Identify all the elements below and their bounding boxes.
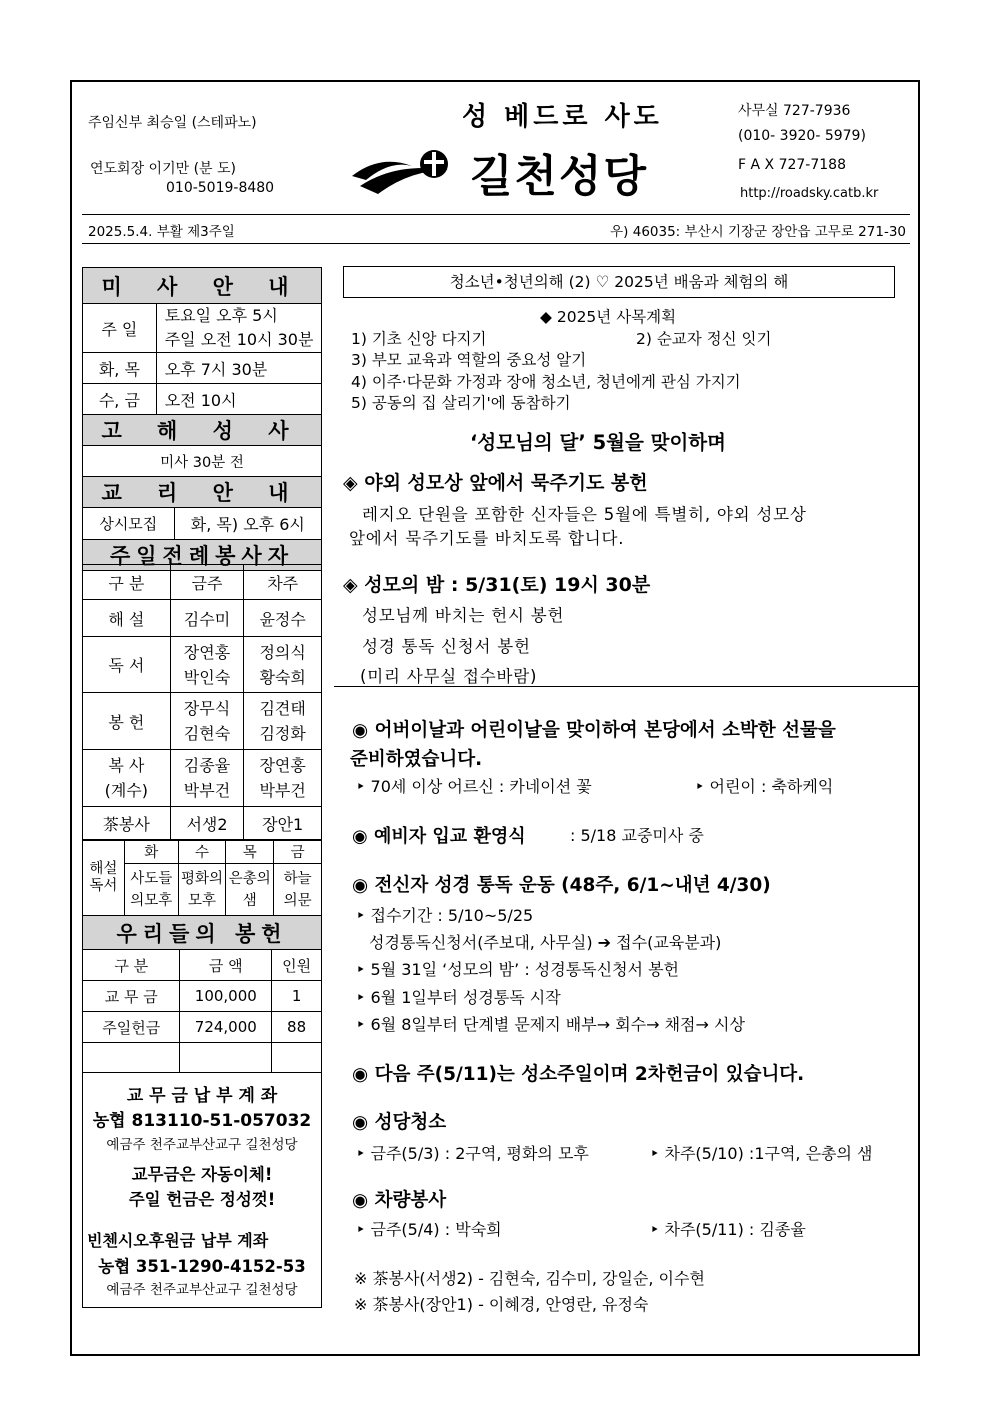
bible-title: ◉ 전신자 성경 통독 운동 (48주, 6/1~내년 4/30) [352, 875, 771, 896]
tea-service-this: 서생2 [170, 807, 244, 841]
altar-server-next-1: 장연홍 [259, 756, 306, 775]
role-altar-server-label: 복 사 [108, 756, 145, 775]
marian-night-line-1: 성모님께 바치는 헌시 봉헌 [362, 606, 565, 625]
weekday-thu: 목 [226, 840, 274, 864]
website-link[interactable]: http://roadsky.catb.kr [740, 186, 879, 201]
servers-col-next: 차주 [244, 565, 322, 600]
council-head: 연도회장 이기만 (분 도) [90, 161, 236, 177]
section-divider [334, 686, 918, 687]
weekday-tue-group-2: 의모후 [130, 892, 173, 909]
weekday-thu-group [226, 864, 274, 916]
title-top: 성 베드로 사도 [462, 102, 663, 132]
plan-item-2: 2) 순교자 정신 잇기 [636, 330, 772, 348]
altar-server-this-2: 박부건 [183, 781, 231, 800]
commentator-this: 김수미 [170, 600, 244, 637]
weekday-thu-group-1: 은총의 [228, 870, 271, 887]
rosary-line-1: 레지오 단원을 포함한 신자들은 5월에 특별히, 야외 성모상 [362, 505, 807, 524]
plan-item-1: 1) 기초 신앙 다지기 [351, 330, 487, 348]
auto-transfer-note: 교무금은 자동이체! [131, 1165, 273, 1184]
left-schedule-table [82, 267, 322, 571]
offering-empty-3 [272, 1043, 322, 1073]
address: 우) 46035: 부산시 기장군 장안읍 고무로 271-30 [610, 224, 906, 240]
servers-col-role: 구 분 [83, 565, 171, 600]
role-commentator: 해 설 [83, 600, 171, 637]
offering-col-amount: 금 액 [180, 950, 272, 981]
catechumen-date: : 5/18 교중미사 중 [570, 826, 704, 845]
catechism-label: 상시모집 [83, 508, 175, 540]
role-altar-server [83, 750, 171, 807]
weekday-wed-group-1: 평화의 [180, 870, 223, 887]
account-box [82, 1072, 322, 1308]
vehicle-title: ◉ 차량봉사 [352, 1190, 447, 1211]
offertory-this [170, 693, 244, 750]
weekday-wed-group [178, 864, 226, 916]
confession-title: 고 해 성 사 [83, 415, 322, 446]
council-phone: 010-5019-8480 [166, 180, 275, 196]
role-tea-service: 茶봉사 [83, 807, 171, 841]
offering-sunday-amount: 724,000 [180, 1012, 272, 1043]
account-title: 교 무 금 납 부 계 좌 [126, 1086, 278, 1106]
offering-empty-2 [180, 1043, 272, 1073]
may-title: ‘성모님의 달’ 5월을 맞이하며 [470, 431, 726, 454]
bible-line-4: ‣ 6월 1일부터 성경통독 시작 [356, 988, 561, 1007]
role-offertory: 봉 헌 [83, 693, 171, 750]
offering-table [82, 915, 322, 1073]
gift-line-2: 준비하였습니다. [350, 749, 483, 770]
offering-sunday-count: 88 [272, 1012, 322, 1043]
mass-title: 미 사 안 내 [83, 268, 322, 304]
offertory-next-2: 김정화 [259, 724, 306, 743]
mass-day-tue-thu: 화, 목 [83, 353, 157, 384]
cleaning-this-week: ‣ 금주(5/3) : 2구역, 평화의 모후 [356, 1144, 589, 1163]
tea-service-next: 장안1 [244, 807, 322, 841]
altar-server-next [244, 750, 322, 807]
account-number: 농협 813110-51-057032 [92, 1111, 312, 1131]
mass-time-sunday [156, 304, 321, 353]
plan-item-5: 5) 공동의 집 살리기'에 동참하기 [351, 394, 571, 412]
plan-item-3: 3) 부모 교육과 역할의 중요성 알기 [351, 351, 587, 369]
offering-col-label: 구 분 [83, 950, 180, 981]
year-banner: 청소년•청년의해 (2) ♡ 2025년 배움과 체험의 해 [343, 266, 895, 298]
reader-next-1: 정의식 [259, 642, 306, 662]
catechism-title: 교 리 안 내 [83, 477, 322, 508]
offering-title: 우리들의 봉헌 [83, 916, 322, 950]
fax: F A X 727-7188 [738, 157, 846, 173]
mass-time-tue-thu: 오후 7시 30분 [156, 353, 321, 384]
sunday-offering-note: 주일 헌금은 정성껏! [128, 1190, 276, 1209]
weekday-wed-group-2: 모후 [187, 892, 216, 909]
weekday-tue-group [124, 864, 178, 916]
vehicle-this-week: ‣ 금주(5/4) : 박숙희 [356, 1220, 502, 1239]
gift-children: ‣ 어린이 : 축하케익 [695, 777, 834, 796]
bible-line-2: 성경통독신청서(주보대, 사무실) ➔ 접수(교육분과) [369, 933, 722, 952]
rosary-line-2: 앞에서 묵주기도를 바치도록 합니다. [349, 529, 625, 548]
cleaning-title: ◉ 성당청소 [352, 1112, 447, 1133]
offering-tithe-count: 1 [272, 981, 322, 1012]
catechumen-title: ◉ 예비자 입교 환영식 [352, 826, 526, 847]
catechism-time: 화, 목) 오후 6시 [174, 508, 321, 540]
servers-title: 주일전례봉사자 [83, 540, 322, 571]
reader-next [244, 637, 322, 693]
mass-time-wed-fri: 오전 10시 [156, 384, 321, 415]
reader-this-2: 박인숙 [183, 667, 231, 687]
confession-time: 미사 30분 전 [83, 446, 322, 477]
marian-night-line-2: 성경 통독 신청서 봉헌 [362, 637, 531, 656]
vincent-holder: 예금주 천주교부산교구 길천성당 [106, 1282, 298, 1298]
reader-this [170, 637, 244, 693]
mass-day-wed-fri: 수, 금 [83, 384, 157, 415]
weekday-tue-group-1: 사도들 [130, 870, 173, 887]
marian-night-title: ◈ 성모의 밤 : 5/31(토) 19시 30분 [343, 574, 651, 596]
servers-table [82, 564, 322, 841]
altar-server-this [170, 750, 244, 807]
parish-logo-icon [350, 140, 466, 200]
offering-col-count: 인원 [272, 950, 322, 981]
offertory-this-1: 장무식 [183, 699, 231, 718]
tea-service-1: ※ 茶봉사(서생2) - 김현숙, 김수미, 강일순, 이수현 [354, 1269, 705, 1288]
plan-title: ◆ 2025년 사목계획 [540, 308, 677, 326]
offertory-this-2: 김현숙 [183, 724, 231, 743]
gift-line-1: ◉ 어버이날과 어린이날을 맞이하여 본당에서 소박한 선물을 [352, 720, 836, 741]
weekday-fri-group-1: 하늘 [283, 870, 312, 887]
next-week-notice: ◉ 다음 주(5/11)는 성소주일이며 2차헌금이 있습니다. [352, 1064, 805, 1085]
offertory-next-1: 김견태 [259, 699, 306, 718]
vincent-title: 빈첸시오후원금 납부 계좌 [87, 1231, 269, 1250]
altar-server-this-1: 김종율 [183, 756, 231, 775]
weekday-readers-label: 해설독서 [83, 840, 125, 916]
parish-name: 길천성당 [470, 151, 649, 202]
plan-item-4: 4) 이주·다문화 가정과 장애 청소년, 청년에게 관심 가지기 [351, 373, 741, 391]
rosary-title: ◈ 야외 성모상 앞에서 묵주기도 봉헌 [343, 472, 648, 494]
mass-time-saturday-eve: 토요일 오후 5시 [164, 306, 278, 325]
reader-next-2: 황숙희 [259, 667, 306, 687]
office-mobile: (010- 3920- 5979) [738, 128, 866, 144]
bible-line-1: ‣ 접수기간 : 5/10~5/25 [356, 906, 534, 925]
mass-time-sunday-morning: 주일 오전 10시 30분 [164, 330, 314, 349]
gift-elders: ‣ 70세 이상 어르신 : 카네이션 꽃 [356, 777, 592, 796]
offering-sunday-label: 주일헌금 [83, 1012, 180, 1043]
servers-col-this: 금주 [170, 565, 244, 600]
weekday-readers-table [82, 839, 322, 916]
weekday-fri: 금 [274, 840, 322, 864]
altar-server-next-2: 박부건 [259, 781, 306, 800]
weekday-wed: 수 [178, 840, 226, 864]
weekday-thu-group-2: 샘 [242, 892, 257, 909]
pastor: 주임신부 최승일 (스테파노) [88, 115, 257, 131]
vehicle-next-week: ‣ 차주(5/11) : 김종율 [650, 1220, 806, 1239]
bulletin-date: 2025.5.4. 부활 제3주일 [88, 224, 235, 240]
offering-tithe-label: 교 무 금 [83, 981, 180, 1012]
offering-tithe-amount: 100,000 [180, 981, 272, 1012]
mass-day-sunday: 주 일 [83, 304, 157, 353]
role-counting-label: (계수) [104, 781, 149, 800]
cleaning-next-week: ‣ 차주(5/10) :1구역, 은총의 샘 [650, 1144, 873, 1163]
reader-this-1: 장연홍 [183, 642, 231, 662]
vincent-account: 농협 351-1290-4152-53 [98, 1257, 306, 1276]
tea-service-2: ※ 茶봉사(장안1) - 이혜경, 안영란, 유정숙 [354, 1295, 649, 1314]
weekday-tue: 화 [124, 840, 178, 864]
offertory-next [244, 693, 322, 750]
commentator-next: 윤정수 [244, 600, 322, 637]
role-reader: 독 서 [83, 637, 171, 693]
bible-line-5: ‣ 6월 8일부터 단계별 문제지 배부→ 회수→ 채점→ 시상 [356, 1015, 745, 1034]
office-phone: 사무실 727-7936 [738, 103, 851, 119]
date-bar [82, 214, 910, 244]
weekday-fri-group [274, 864, 322, 916]
marian-night-line-3: (미리 사무실 접수바람) [360, 667, 538, 686]
offering-empty-1 [83, 1043, 180, 1073]
weekday-fri-group-2: 의문 [283, 892, 312, 909]
account-holder: 예금주 천주교부산교구 길천성당 [106, 1137, 298, 1153]
bible-line-3: ‣ 5월 31일 ‘성모의 밤’ : 성경통독신청서 봉헌 [356, 960, 679, 979]
